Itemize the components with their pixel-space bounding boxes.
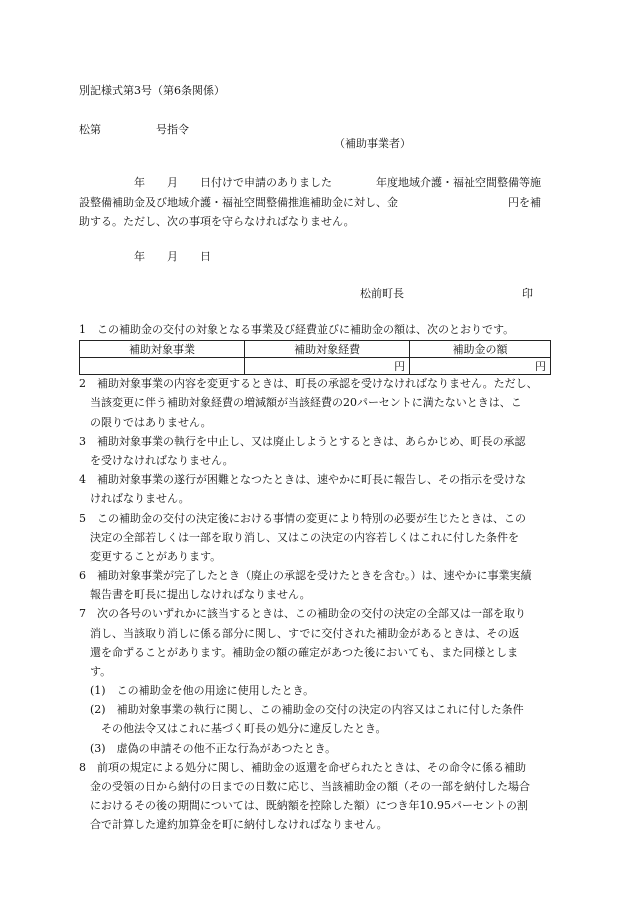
item-line: 8 前項の規定による処分に関し、補助金の返還を命ぜられたときは、その命令に係る補助 (79, 761, 526, 774)
item-line: その他法令又はこれに基づく町長の処分に違反したとき。 (79, 722, 387, 735)
item-line: (2) 補助対象事業の執行に関し、この補助金の交付の決定の内容又はこれに付した条件 (79, 703, 524, 716)
item-line: 2 補助対象事業の内容を変更するときは、町長の承認を受けなければなりません。ただし、 (79, 377, 538, 390)
item-line: 還を命ずることがあります。補助金の額の確定があつた後においても、また同様としま (79, 646, 519, 659)
table-header: 補助金の額 (410, 341, 551, 358)
seal-mark: 印 (522, 287, 533, 300)
recipient-label: （補助事業者） (334, 137, 411, 150)
form-number: 別記様式第3号（第6条関係） (79, 84, 225, 97)
item-line: を受けなければなりません。 (79, 454, 234, 467)
item-line: す。 (79, 665, 112, 678)
table-header: 補助対象経費 (245, 341, 410, 358)
body-line-2: 設整備補助金及び地域介護・福祉空間整備推進補助金に対し、金 円を補 (79, 196, 541, 209)
item-line: 7 次の各号のいずれかに該当するときは、この補助金の交付の決定の全部又は一部を取り (79, 607, 526, 620)
body-line-3: 助する。ただし、次の事項を守らなければなりません。 (79, 215, 355, 228)
item-line: におけるその後の期間については、既納額を控除した額）につき年10.95パーセントの割 (79, 799, 528, 812)
body-line-1: 年 月 日付けで申請のありました 年度地域介護・福祉空間整備等施 (79, 176, 541, 189)
item-line: 消し、当該取り消しに係る部分に関し、すでに交付された補助金があるときは、その返 (79, 627, 520, 640)
item-line: 6 補助対象事業が完了したとき（廃止の承認を受けたときを含む。）は、速やかに事業実績 (79, 569, 532, 582)
item-line: 変更することがあります。 (79, 550, 222, 563)
item-line: 決定の全部若しくは一部を取り消し、又はこの決定の内容若しくはこれに付した条件を (79, 531, 519, 544)
item-line: 報告書を町長に提出しなければなりません。 (79, 588, 311, 601)
table-header: 補助対象事業 (80, 341, 245, 358)
item-line: 当該変更に伴う補助対象経費の増減額が当該経費の20パーセントに満たないときは、こ (79, 396, 522, 409)
item-1: 1 この補助金の交付の対象となる事業及び経費並びに補助金の額は、次のとおりです。 (79, 323, 515, 336)
issuer-name: 松前町長 (360, 287, 404, 300)
item-line: 5 この補助金の交付の決定後における事情の変更により特別の必要が生じたときは、この (79, 512, 526, 525)
table-cell: 円 (410, 358, 551, 375)
item-line: 金の受領の日から納付の日までの日数に応じ、当該補助金の額（その一部を納付した場合 (79, 780, 530, 793)
item-line: (3) 虚偽の申請その他不正な行為があつたとき。 (79, 742, 337, 755)
item-line: (1) この補助金を他の用途に使用したとき。 (79, 684, 315, 697)
table-cell (80, 358, 245, 375)
document-number: 松第 号指令 (79, 123, 189, 136)
item-line: の限りではありません。 (79, 416, 212, 429)
date-line: 年 月 日 (79, 250, 211, 263)
table-cell: 円 (245, 358, 410, 375)
item-line: 4 補助対象事業の遂行が困難となつたときは、速やかに町長に報告し、その指示を受けな (79, 473, 526, 486)
subsidy-table (79, 340, 551, 375)
item-line: ければなりません。 (79, 492, 190, 505)
item-line: 3 補助対象事業の執行を中止し、又は廃止しようとするときは、あらかじめ、町長の承認 (79, 435, 526, 448)
item-line: 合で計算した違約加算金を町に納付しなければなりません。 (79, 818, 388, 831)
